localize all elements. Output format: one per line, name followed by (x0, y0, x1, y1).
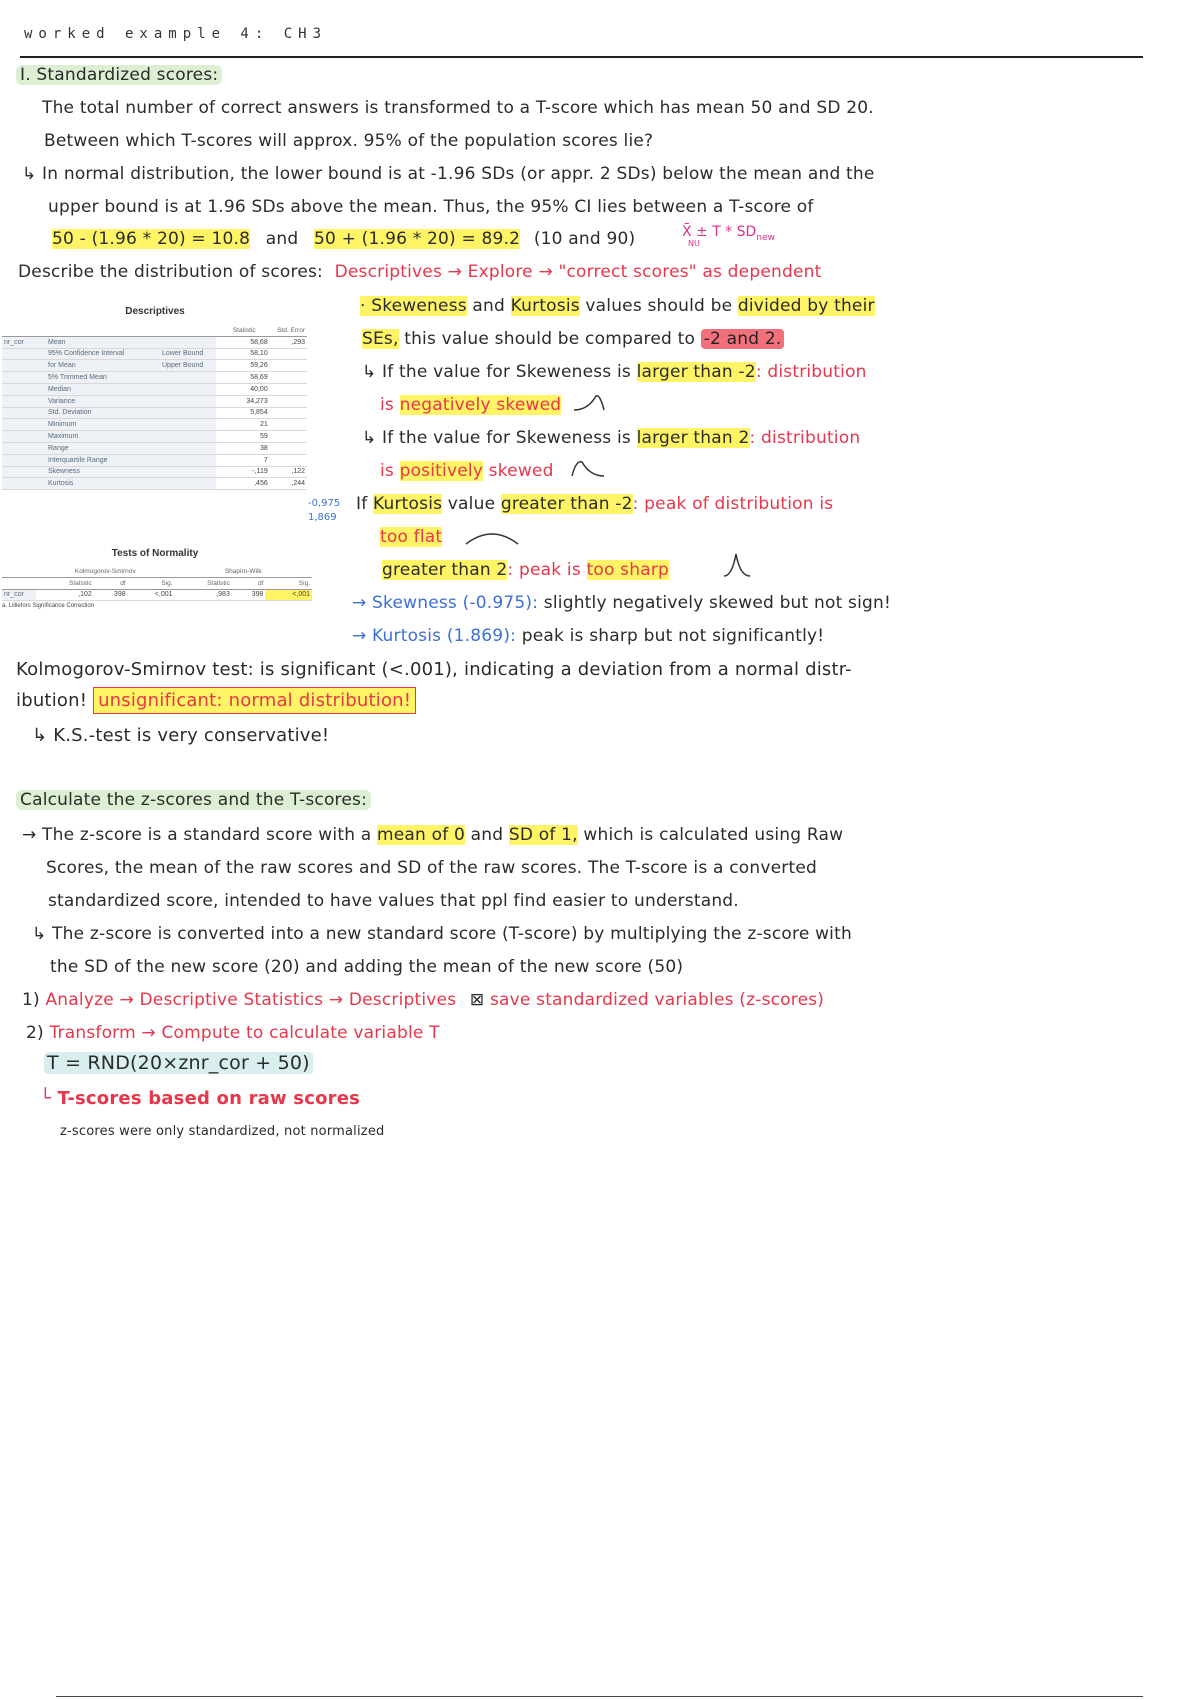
descriptives-cell-var: nr_cor (2, 337, 46, 348)
page-title: worked example 4: CH3 (24, 26, 328, 42)
footnote: z-scores were only standardized, not normalized (60, 1124, 385, 1139)
ci-formula (682, 224, 775, 248)
normality-table-title: Tests of Normality (111, 548, 199, 559)
sw-header: Shapiro-Wilk (175, 566, 312, 577)
descriptives-cell-sub (160, 372, 216, 384)
note-distribution-2: : distribution (749, 428, 861, 448)
step-2-text: Transform → Compute to calculate variable T (49, 1023, 440, 1043)
normality-col-header-cell: Sig. (128, 577, 175, 589)
descriptives-row (2, 419, 307, 431)
ks-line-1: Kolmogorov-Smirnov test: is significant (<.001), indicating a deviation from a normal distr- (16, 659, 852, 680)
descriptives-cell-var (2, 442, 46, 454)
note-skewed: skewed (488, 461, 554, 481)
normality-col-header (2, 577, 312, 589)
note-line-6 (380, 461, 554, 481)
descriptives-cell-var (2, 372, 46, 384)
answer-line-1: ↳ In normal distribution, the lower bound is at -1.96 SDs (or appr. 2 SDs) below the mean and the (22, 164, 875, 184)
calc-line-2: Scores, the mean of the raw scores and SD of the raw scores. The T-score is a converted (46, 858, 817, 878)
descriptives-cell-label: Skewness (46, 466, 160, 478)
descriptives-cell-label: Range (46, 442, 160, 454)
descriptives-cell-label: Kurtosis (46, 478, 160, 490)
note-larger-neg2: larger than -2 (636, 362, 756, 382)
note-threshold: -2 and 2. (701, 329, 785, 349)
note-line-7 (356, 494, 833, 514)
note-if-skew-pos: ↳ If the value for Skeweness is (362, 428, 631, 448)
descriptives-cell-se: ,293 (270, 337, 307, 348)
normality-value-cell: <,001 (128, 589, 175, 601)
describe-label: Describe the distribution of scores: (18, 262, 323, 282)
calc-line-4: ↳ The z-score is converted into a new standard score (T-score) by multiplying the z-score with (32, 924, 852, 944)
note-too-flat: too flat (380, 527, 443, 547)
t-formula-text: T = RND(20×znr_cor + 50) (44, 1052, 313, 1074)
calc-line (52, 229, 635, 249)
descriptives-cell-var (2, 454, 46, 466)
descriptives-row (2, 348, 307, 360)
descriptives-cell-sub: Upper Bound (160, 360, 216, 372)
z-def-e: which is calculated using Raw (583, 825, 844, 845)
header-statistic: Statistic (216, 325, 258, 336)
descriptives-cell-var (2, 395, 46, 407)
descriptives-cell-label: Std. Deviation (46, 407, 160, 419)
note-greater-2: greater than 2 (382, 560, 508, 580)
checkbox-icon: ⊠ (469, 990, 485, 1010)
descriptives-cell-stat: 58,68 (216, 337, 270, 348)
normality-col-header-cell: Statistic (36, 577, 94, 589)
calc-line-3: standardized score, intended to have values that ppl find easier to understand. (48, 891, 739, 911)
note-line-1 (360, 296, 875, 316)
descriptives-cell-sub (160, 337, 216, 348)
calc-line-5: the SD of the new score (20) and adding the mean of the new score (50) (50, 957, 684, 977)
note-line-4 (380, 395, 561, 415)
note-negatively-skewed: negatively skewed (399, 395, 562, 415)
descriptives-cell-sub (160, 466, 216, 478)
normality-table (2, 566, 312, 609)
note-value: value (447, 494, 496, 514)
descriptives-cell-label: Minimum (46, 419, 160, 431)
descriptives-cell-stat: 59,26 (216, 360, 270, 372)
z-sd: SD of 1, (508, 825, 578, 845)
descriptives-table-title: Descriptives (125, 306, 185, 317)
step-2 (26, 1023, 440, 1043)
descriptives-cell-se (270, 431, 307, 443)
z-and: and (470, 825, 504, 845)
note-is-2: is (380, 461, 394, 481)
note-line-5 (362, 428, 860, 448)
note-line-3 (362, 362, 867, 382)
describe-path: Descriptives → Explore → "correct scores" as dependent (334, 262, 822, 282)
note-peak-is: : peak is (507, 560, 581, 580)
descriptives-cell-var (2, 348, 46, 360)
descriptives-cell-stat: 58,69 (216, 372, 270, 384)
descriptives-cell-se (270, 372, 307, 384)
range-text: (10 and 90) (533, 229, 636, 249)
descriptives-cell-label: 95% Confidence Interval (46, 348, 160, 360)
descriptives-cell-label: for Mean (46, 360, 160, 372)
normality-var: nr_cor (2, 589, 36, 601)
normality-col-header-cell: df (94, 577, 128, 589)
answer-line-2: upper bound is at 1.96 SDs above the mean. Thus, the 95% CI lies between a T-score of (48, 197, 814, 217)
descriptives-cell-se: ,122 (270, 466, 307, 478)
step-1-text: Analyze → Descriptive Statistics → Descriptives (45, 990, 457, 1010)
ks-ibution: ibution! (16, 690, 88, 711)
note-too-sharp: too sharp (586, 560, 670, 580)
ci-formula-sub: new (756, 232, 775, 243)
descriptives-row (2, 395, 307, 407)
note-and: and (472, 296, 506, 316)
calc-heading-text: Calculate the z-scores and the T-scores: (16, 790, 371, 810)
descriptives-cell-stat: 7 (216, 454, 270, 466)
sharp-curve-icon (722, 552, 752, 578)
note-line-8 (380, 527, 442, 547)
descriptives-cell-se (270, 454, 307, 466)
normality-value-cell: 398 (94, 589, 128, 601)
descriptives-cell-stat: 40,00 (216, 383, 270, 395)
note-distribution: : distribution (755, 362, 867, 382)
note-compared: this value should be compared to (404, 329, 696, 349)
step-1-option: save standardized variables (z-scores) (489, 990, 825, 1010)
descriptives-cell-var (2, 431, 46, 443)
descriptives-cell-stat: ,456 (216, 478, 270, 490)
neg-skew-curve-icon (572, 392, 608, 412)
note-is: is (380, 395, 394, 415)
descriptives-cell-label: 5% Trimmed Mean (46, 372, 160, 384)
descriptives-cell-stat: 59 (216, 431, 270, 443)
descriptives-cell-sub (160, 454, 216, 466)
z-def-a: → The z-score is a standard score with a (22, 825, 372, 845)
ks-line-3: ↳ K.S.-test is very conservative! (32, 725, 330, 746)
descriptives-row (2, 431, 307, 443)
note-ses: SEs, (362, 329, 399, 349)
descriptives-cell-sub (160, 442, 216, 454)
note-divided: divided by their (737, 296, 875, 316)
descriptives-cell-stat: 58,10 (216, 348, 270, 360)
descriptives-cell-stat: -,119 (216, 466, 270, 478)
t-scores-note: └ T-scores based on raw scores (40, 1088, 361, 1109)
descriptives-row (2, 478, 307, 490)
descriptives-cell-se (270, 407, 307, 419)
descriptives-row (2, 407, 307, 419)
descriptives-cell-sub (160, 383, 216, 395)
ks-line-2 (16, 690, 416, 711)
note-peak: : peak of distribution is (632, 494, 834, 514)
note-kurtosis-result: → Kurtosis (1.869): (352, 626, 517, 646)
descriptives-cell-label: Mean (46, 337, 160, 348)
descriptives-cell-var (2, 383, 46, 395)
note-line-9 (382, 560, 669, 580)
note-line-10 (352, 593, 891, 613)
descriptives-cell-var (2, 478, 46, 490)
normality-value-cell: 398 (232, 589, 266, 601)
section-heading-standardized (16, 65, 222, 85)
normality-col-header-cell: df (232, 577, 266, 589)
note-values: values should be (585, 296, 733, 316)
step-1-num: 1) (22, 990, 40, 1010)
and-text: and (265, 229, 299, 249)
ci-formula-text: X̄ ± T * SD (682, 224, 757, 240)
descriptives-cell-sub: Lower Bound (160, 348, 216, 360)
note-kurtosis-interp: peak is sharp but not significantly! (521, 626, 825, 646)
descriptives-row (2, 466, 307, 478)
descriptives-row (2, 372, 307, 384)
calc-line-1 (22, 825, 843, 845)
question-line-1: The total number of correct answers is transformed to a T-score which has mean 50 and SD 20. (42, 98, 874, 118)
note-skewness-result: → Skewness (-0.975): (352, 593, 539, 613)
descriptives-cell-se (270, 383, 307, 395)
flat-curve-icon (464, 528, 520, 546)
normality-value-cell: <,001 (265, 589, 312, 601)
normality-value-cell: ,983 (175, 589, 232, 601)
descriptives-row (2, 360, 307, 372)
step-1 (22, 990, 824, 1010)
descriptives-cell-sub (160, 419, 216, 431)
note-line-2 (362, 329, 784, 349)
normality-col-header-cell: Sig. (265, 577, 312, 589)
title-underline (20, 56, 1143, 58)
ks-boxed-note: unsignificant: normal distribution! (93, 687, 416, 714)
descriptives-cell-var (2, 360, 46, 372)
descriptives-cell-sub (160, 395, 216, 407)
calc-heading (16, 790, 371, 810)
descriptives-cell-stat: 5,854 (216, 407, 270, 419)
descriptives-cell-label: Variance (46, 395, 160, 407)
descriptives-cell-label: Maximum (46, 431, 160, 443)
descriptives-cell-stat: 38 (216, 442, 270, 454)
note-positively: positively (399, 461, 484, 481)
lower-bound-calc: 50 - (1.96 * 20) = 10.8 (52, 229, 251, 249)
pos-skew-curve-icon (570, 458, 606, 478)
normality-group-header (2, 566, 312, 577)
z-mean: mean of 0 (377, 825, 466, 845)
descriptives-cell-stat: 21 (216, 419, 270, 431)
descriptives-cell-se (270, 442, 307, 454)
descriptives-cell-se (270, 419, 307, 431)
descriptives-cell-se (270, 360, 307, 372)
header-std-error: Std. Error (258, 325, 307, 336)
descriptives-cell-sub (160, 478, 216, 490)
question-line-2: Between which T-scores will approx. 95% of the population scores lie? (44, 131, 654, 151)
descriptives-cell-se: ,244 (270, 478, 307, 490)
bottom-rule (56, 1696, 1143, 1697)
kurtosis-ratio-note: 1,869 (308, 512, 337, 523)
step-2-num: 2) (26, 1023, 44, 1043)
note-kurtosis-2: Kurtosis (373, 494, 443, 514)
normality-value-cell: ,102 (36, 589, 94, 601)
descriptives-cell-sub (160, 407, 216, 419)
descriptives-cell-var (2, 466, 46, 478)
descriptives-cell-label: Median (46, 383, 160, 395)
t-formula (44, 1052, 313, 1074)
note-if: If (356, 494, 368, 514)
descriptives-row (2, 454, 307, 466)
note-if-skew-neg: ↳ If the value for Skeweness is (362, 362, 631, 382)
ks-header: Kolmogorov-Smirnov (36, 566, 175, 577)
note-kurtosis: Kurtosis (510, 296, 580, 316)
note-skewness: · Skeweness (360, 296, 467, 316)
describe-line (18, 262, 821, 282)
normality-data-row (2, 589, 312, 601)
descriptives-cell-var (2, 419, 46, 431)
note-skewness-interp: slightly negatively skewed but not sign! (543, 593, 892, 613)
descriptives-cell-se (270, 395, 307, 407)
note-line-11 (352, 626, 824, 646)
note-larger-2: larger than 2 (636, 428, 750, 448)
upper-bound-calc: 50 + (1.96 * 20) = 89.2 (313, 229, 521, 249)
descriptives-cell-sub (160, 431, 216, 443)
ci-formula-sub-nu: NU (688, 238, 700, 248)
descriptives-cell-se (270, 348, 307, 360)
descriptives-header-row (2, 325, 307, 336)
descriptives-row (2, 337, 307, 348)
skewness-ratio-note: -0,975 (308, 498, 341, 509)
note-greater-neg2: greater than -2 (500, 494, 633, 514)
descriptives-cell-stat: 34,273 (216, 395, 270, 407)
descriptives-cell-label: Interquartile Range (46, 454, 160, 466)
normality-footnote: a. Lilliefors Significance Correction (2, 603, 95, 610)
descriptives-row (2, 383, 307, 395)
section-heading-text: I. Standardized scores: (16, 65, 222, 85)
descriptives-row (2, 442, 307, 454)
descriptives-table (2, 325, 307, 490)
normality-col-header-cell: Statistic (175, 577, 232, 589)
descriptives-cell-var (2, 407, 46, 419)
